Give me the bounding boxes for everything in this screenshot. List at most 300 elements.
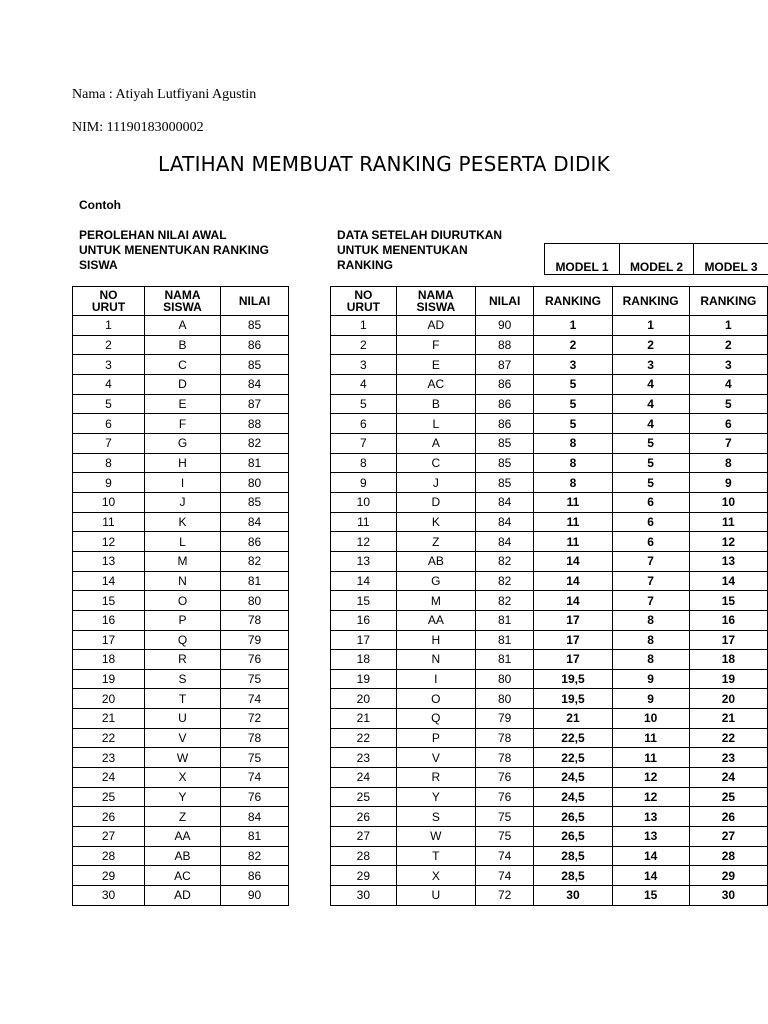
cell-nilai: 85 — [475, 473, 533, 493]
cell-no-urut: 28 — [331, 846, 397, 866]
table-row — [73, 591, 289, 611]
cell-nilai: 81 — [475, 610, 533, 630]
cell-no-urut: 25 — [73, 787, 145, 807]
cell-nama-siswa: A — [396, 433, 475, 453]
table-row — [331, 532, 768, 552]
cell-no-urut: 29 — [73, 866, 145, 886]
cell-no-urut: 7 — [331, 433, 397, 453]
table-row — [331, 591, 768, 611]
table-row — [331, 453, 768, 473]
cell-nilai: 78 — [475, 728, 533, 748]
table-row — [331, 689, 768, 709]
cell-ranking-model-1: 30 — [534, 886, 612, 906]
table-row — [331, 846, 768, 866]
table-row — [331, 355, 768, 375]
cell-no-urut: 29 — [331, 866, 397, 886]
table-row — [73, 453, 289, 473]
cell-ranking-model-3: 13 — [689, 551, 767, 571]
cell-no-urut: 22 — [73, 728, 145, 748]
cell-nilai: 85 — [221, 355, 289, 375]
cell-nama-siswa: S — [145, 669, 221, 689]
table-row — [73, 827, 289, 847]
cell-ranking-model-1: 24,5 — [534, 768, 612, 788]
cell-ranking-model-1: 5 — [534, 374, 612, 394]
cell-ranking-model-2: 7 — [612, 551, 689, 571]
column-header-no-urut: NO URUT — [331, 287, 397, 316]
cell-nilai: 82 — [475, 571, 533, 591]
cell-nilai: 74 — [221, 689, 289, 709]
cell-nama-siswa: Q — [396, 709, 475, 729]
cell-nilai: 75 — [221, 669, 289, 689]
table-row — [331, 669, 768, 689]
cell-no-urut: 9 — [73, 473, 145, 493]
cell-no-urut: 26 — [331, 807, 397, 827]
cell-nama-siswa: B — [145, 335, 221, 355]
cell-no-urut: 28 — [73, 846, 145, 866]
cell-no-urut: 2 — [331, 335, 397, 355]
table-row — [331, 807, 768, 827]
table-row — [73, 768, 289, 788]
cell-nilai: 86 — [221, 866, 289, 886]
table-row — [331, 728, 768, 748]
cell-nama-siswa: R — [396, 768, 475, 788]
cell-nama-siswa: AC — [145, 866, 221, 886]
table-row — [73, 689, 289, 709]
cell-ranking-model-3: 6 — [689, 414, 767, 434]
cell-no-urut: 15 — [331, 591, 397, 611]
cell-no-urut: 8 — [331, 453, 397, 473]
cell-nilai: 85 — [221, 316, 289, 336]
table-row — [331, 492, 768, 512]
table-row — [73, 492, 289, 512]
cell-nilai: 72 — [475, 886, 533, 906]
table-row — [331, 748, 768, 768]
cell-ranking-model-1: 3 — [534, 355, 612, 375]
cell-no-urut: 13 — [73, 551, 145, 571]
cell-nilai: 78 — [221, 728, 289, 748]
cell-no-urut: 26 — [73, 807, 145, 827]
cell-nama-siswa: H — [145, 453, 221, 473]
table-row — [331, 610, 768, 630]
cell-ranking-model-2: 5 — [612, 433, 689, 453]
cell-nama-siswa: F — [145, 414, 221, 434]
cell-ranking-model-2: 10 — [612, 709, 689, 729]
cell-nama-siswa: AA — [145, 827, 221, 847]
cell-ranking-model-1: 17 — [534, 650, 612, 670]
cell-ranking-model-1: 14 — [534, 591, 612, 611]
cell-ranking-model-3: 20 — [689, 689, 767, 709]
cell-ranking-model-2: 12 — [612, 768, 689, 788]
table-row — [73, 630, 289, 650]
cell-ranking-model-3: 18 — [689, 650, 767, 670]
cell-nilai: 85 — [475, 433, 533, 453]
cell-nama-siswa: M — [396, 591, 475, 611]
cell-nilai: 85 — [475, 453, 533, 473]
cell-ranking-model-2: 14 — [612, 846, 689, 866]
cell-ranking-model-2: 7 — [612, 571, 689, 591]
cell-ranking-model-3: 25 — [689, 787, 767, 807]
cell-nilai: 78 — [221, 610, 289, 630]
table-row — [73, 728, 289, 748]
cell-no-urut: 12 — [331, 532, 397, 552]
cell-no-urut: 1 — [331, 316, 397, 336]
cell-nilai: 80 — [475, 689, 533, 709]
cell-ranking-model-2: 13 — [612, 807, 689, 827]
table-row — [331, 394, 768, 414]
column-header-nama-siswa: NAMA SISWA — [145, 287, 221, 316]
cell-ranking-model-3: 1 — [689, 316, 767, 336]
cell-no-urut: 21 — [73, 709, 145, 729]
cell-nilai: 84 — [221, 374, 289, 394]
cell-nilai: 74 — [475, 866, 533, 886]
cell-nilai: 75 — [221, 748, 289, 768]
initial-scores-caption: PEROLEHAN NILAI AWAL UNTUK MENENTUKAN RANKING SISWA — [79, 228, 269, 272]
cell-nilai: 81 — [221, 453, 289, 473]
cell-ranking-model-3: 30 — [689, 886, 767, 906]
cell-nama-siswa: K — [145, 512, 221, 532]
model-2-label: MODEL 2 — [620, 244, 694, 275]
cell-ranking-model-3: 27 — [689, 827, 767, 847]
cell-nilai: 82 — [221, 433, 289, 453]
model-header-table — [544, 243, 768, 275]
cell-nilai: 86 — [475, 414, 533, 434]
student-name: Nama : Atiyah Lutfiyani Agustin — [72, 87, 257, 102]
cell-nama-siswa: A — [145, 316, 221, 336]
cell-ranking-model-3: 16 — [689, 610, 767, 630]
cell-nilai: 84 — [221, 807, 289, 827]
cell-no-urut: 10 — [331, 492, 397, 512]
cell-nilai: 90 — [475, 316, 533, 336]
table-row — [331, 414, 768, 434]
cell-nama-siswa: V — [145, 728, 221, 748]
cell-nama-siswa: T — [145, 689, 221, 709]
cell-no-urut: 11 — [331, 512, 397, 532]
model-header-row — [545, 244, 768, 275]
model-3-label: MODEL 3 — [694, 244, 768, 275]
cell-nilai: 86 — [221, 532, 289, 552]
cell-ranking-model-2: 8 — [612, 650, 689, 670]
cell-no-urut: 15 — [73, 591, 145, 611]
cell-nama-siswa: U — [145, 709, 221, 729]
table-row — [73, 414, 289, 434]
cell-nilai: 74 — [475, 846, 533, 866]
cell-nama-siswa: L — [396, 414, 475, 434]
cell-ranking-model-1: 19,5 — [534, 689, 612, 709]
cell-nama-siswa: P — [396, 728, 475, 748]
table-row — [331, 827, 768, 847]
cell-no-urut: 22 — [331, 728, 397, 748]
column-header-nama-siswa: NAMA SISWA — [396, 287, 475, 316]
model-1-label: MODEL 1 — [545, 244, 620, 275]
table-row — [331, 316, 768, 336]
cell-ranking-model-3: 7 — [689, 433, 767, 453]
table-row — [73, 807, 289, 827]
table-row — [331, 709, 768, 729]
cell-ranking-model-2: 3 — [612, 355, 689, 375]
cell-no-urut: 16 — [331, 610, 397, 630]
cell-no-urut: 5 — [73, 394, 145, 414]
sorted-data-caption: DATA SETELAH DIURUTKAN UNTUK MENENTUKAN RANKING — [337, 228, 503, 272]
cell-ranking-model-2: 1 — [612, 316, 689, 336]
cell-ranking-model-1: 2 — [534, 335, 612, 355]
cell-nama-siswa: AD — [396, 316, 475, 336]
table-row — [331, 886, 768, 906]
cell-ranking-model-2: 11 — [612, 748, 689, 768]
cell-ranking-model-3: 9 — [689, 473, 767, 493]
cell-no-urut: 25 — [331, 787, 397, 807]
cell-no-urut: 19 — [73, 669, 145, 689]
cell-ranking-model-3: 2 — [689, 335, 767, 355]
cell-no-urut: 23 — [331, 748, 397, 768]
cell-no-urut: 12 — [73, 532, 145, 552]
cell-ranking-model-2: 6 — [612, 492, 689, 512]
cell-nilai: 86 — [475, 374, 533, 394]
cell-no-urut: 14 — [73, 571, 145, 591]
cell-ranking-model-1: 26,5 — [534, 827, 612, 847]
cell-nama-siswa: P — [145, 610, 221, 630]
table-row — [73, 433, 289, 453]
cell-nilai: 81 — [475, 630, 533, 650]
cell-nilai: 87 — [475, 355, 533, 375]
table-row — [73, 669, 289, 689]
cell-no-urut: 6 — [331, 414, 397, 434]
cell-no-urut: 13 — [331, 551, 397, 571]
table-row — [331, 571, 768, 591]
column-header-nilai: NILAI — [475, 287, 533, 316]
cell-ranking-model-1: 5 — [534, 414, 612, 434]
cell-ranking-model-2: 6 — [612, 532, 689, 552]
cell-nama-siswa: G — [396, 571, 475, 591]
table-row — [73, 709, 289, 729]
cell-no-urut: 7 — [73, 433, 145, 453]
cell-no-urut: 27 — [331, 827, 397, 847]
cell-nilai: 75 — [475, 827, 533, 847]
cell-ranking-model-2: 11 — [612, 728, 689, 748]
cell-ranking-model-2: 6 — [612, 512, 689, 532]
cell-nama-siswa: O — [396, 689, 475, 709]
cell-ranking-model-3: 3 — [689, 355, 767, 375]
table-row — [331, 374, 768, 394]
cell-nilai: 82 — [475, 591, 533, 611]
table-header-row — [73, 287, 289, 316]
cell-nilai: 84 — [221, 512, 289, 532]
table-row — [331, 473, 768, 493]
table-row — [73, 846, 289, 866]
cell-ranking-model-2: 9 — [612, 689, 689, 709]
cell-no-urut: 2 — [73, 335, 145, 355]
cell-ranking-model-1: 11 — [534, 492, 612, 512]
cell-nama-siswa: Q — [145, 630, 221, 650]
cell-ranking-model-1: 11 — [534, 532, 612, 552]
cell-no-urut: 19 — [331, 669, 397, 689]
cell-nilai: 74 — [221, 768, 289, 788]
table-row — [73, 551, 289, 571]
cell-ranking-model-1: 8 — [534, 433, 612, 453]
cell-ranking-model-3: 29 — [689, 866, 767, 886]
table-row — [73, 866, 289, 886]
cell-no-urut: 3 — [331, 355, 397, 375]
cell-no-urut: 24 — [331, 768, 397, 788]
table-row — [73, 335, 289, 355]
example-label: Contoh — [79, 198, 121, 212]
cell-ranking-model-2: 15 — [612, 886, 689, 906]
column-header-no-urut: NO URUT — [73, 287, 145, 316]
cell-nama-siswa: AD — [145, 886, 221, 906]
cell-ranking-model-1: 5 — [534, 394, 612, 414]
cell-no-urut: 14 — [331, 571, 397, 591]
cell-ranking-model-2: 8 — [612, 610, 689, 630]
cell-ranking-model-1: 28,5 — [534, 866, 612, 886]
cell-nilai: 86 — [221, 335, 289, 355]
cell-nilai: 76 — [475, 787, 533, 807]
cell-no-urut: 8 — [73, 453, 145, 473]
cell-nama-siswa: E — [396, 355, 475, 375]
cell-nama-siswa: N — [145, 571, 221, 591]
cell-ranking-model-2: 2 — [612, 335, 689, 355]
cell-no-urut: 4 — [73, 374, 145, 394]
table-row — [331, 551, 768, 571]
cell-ranking-model-1: 14 — [534, 571, 612, 591]
table-row — [73, 748, 289, 768]
cell-ranking-model-2: 8 — [612, 630, 689, 650]
cell-ranking-model-2: 12 — [612, 787, 689, 807]
column-header-ranking-model-1: RANKING — [534, 287, 612, 316]
cell-ranking-model-3: 10 — [689, 492, 767, 512]
cell-nilai: 78 — [475, 748, 533, 768]
cell-nilai: 79 — [221, 630, 289, 650]
cell-ranking-model-1: 22,5 — [534, 748, 612, 768]
table-row — [331, 787, 768, 807]
cell-ranking-model-3: 21 — [689, 709, 767, 729]
cell-no-urut: 30 — [73, 886, 145, 906]
cell-ranking-model-3: 26 — [689, 807, 767, 827]
cell-ranking-model-1: 19,5 — [534, 669, 612, 689]
cell-nama-siswa: M — [145, 551, 221, 571]
table-row — [73, 394, 289, 414]
cell-no-urut: 17 — [331, 630, 397, 650]
cell-nilai: 75 — [475, 807, 533, 827]
table-header-row — [331, 287, 768, 316]
table-row — [73, 532, 289, 552]
column-header-ranking-model-2: RANKING — [612, 287, 689, 316]
table-row — [73, 610, 289, 630]
cell-no-urut: 17 — [73, 630, 145, 650]
cell-no-urut: 18 — [331, 650, 397, 670]
cell-no-urut: 30 — [331, 886, 397, 906]
cell-ranking-model-1: 24,5 — [534, 787, 612, 807]
cell-ranking-model-3: 8 — [689, 453, 767, 473]
cell-ranking-model-1: 26,5 — [534, 807, 612, 827]
cell-ranking-model-3: 4 — [689, 374, 767, 394]
cell-ranking-model-3: 11 — [689, 512, 767, 532]
cell-ranking-model-1: 17 — [534, 610, 612, 630]
cell-no-urut: 11 — [73, 512, 145, 532]
cell-nama-siswa: W — [396, 827, 475, 847]
column-header-nilai: NILAI — [221, 287, 289, 316]
cell-ranking-model-3: 23 — [689, 748, 767, 768]
table-row — [73, 512, 289, 532]
cell-no-urut: 20 — [73, 689, 145, 709]
cell-nilai: 76 — [475, 768, 533, 788]
cell-nama-siswa: K — [396, 512, 475, 532]
cell-ranking-model-1: 14 — [534, 551, 612, 571]
cell-nilai: 81 — [221, 827, 289, 847]
cell-ranking-model-3: 24 — [689, 768, 767, 788]
table-row — [331, 866, 768, 886]
cell-nama-siswa: G — [145, 433, 221, 453]
cell-no-urut: 20 — [331, 689, 397, 709]
cell-ranking-model-3: 15 — [689, 591, 767, 611]
cell-no-urut: 23 — [73, 748, 145, 768]
cell-nilai: 80 — [221, 591, 289, 611]
cell-ranking-model-3: 28 — [689, 846, 767, 866]
cell-nama-siswa: N — [396, 650, 475, 670]
cell-nama-siswa: D — [145, 374, 221, 394]
cell-no-urut: 18 — [73, 650, 145, 670]
cell-nilai: 88 — [475, 335, 533, 355]
cell-no-urut: 10 — [73, 492, 145, 512]
cell-nama-siswa: Z — [145, 807, 221, 827]
cell-ranking-model-1: 8 — [534, 473, 612, 493]
cell-ranking-model-1: 21 — [534, 709, 612, 729]
cell-nama-siswa: C — [396, 453, 475, 473]
table-row — [73, 316, 289, 336]
table-row — [73, 473, 289, 493]
cell-ranking-model-2: 5 — [612, 453, 689, 473]
cell-nama-siswa: I — [145, 473, 221, 493]
cell-no-urut: 3 — [73, 355, 145, 375]
cell-nama-siswa: H — [396, 630, 475, 650]
student-nim: NIM: 11190183000002 — [72, 120, 204, 135]
cell-nama-siswa: J — [396, 473, 475, 493]
cell-nilai: 81 — [475, 650, 533, 670]
cell-nilai: 82 — [475, 551, 533, 571]
cell-no-urut: 1 — [73, 316, 145, 336]
cell-no-urut: 27 — [73, 827, 145, 847]
cell-nama-siswa: T — [396, 846, 475, 866]
sorted-ranking-table — [330, 286, 768, 906]
cell-nama-siswa: E — [145, 394, 221, 414]
column-header-ranking-model-3: RANKING — [689, 287, 767, 316]
cell-ranking-model-1: 22,5 — [534, 728, 612, 748]
cell-ranking-model-3: 19 — [689, 669, 767, 689]
cell-nama-siswa: O — [145, 591, 221, 611]
cell-ranking-model-3: 5 — [689, 394, 767, 414]
cell-ranking-model-1: 8 — [534, 453, 612, 473]
cell-ranking-model-2: 4 — [612, 414, 689, 434]
cell-ranking-model-2: 14 — [612, 866, 689, 886]
cell-ranking-model-2: 9 — [612, 669, 689, 689]
cell-no-urut: 5 — [331, 394, 397, 414]
cell-ranking-model-2: 13 — [612, 827, 689, 847]
cell-nama-siswa: J — [145, 492, 221, 512]
cell-nama-siswa: D — [396, 492, 475, 512]
cell-nilai: 82 — [221, 551, 289, 571]
cell-nilai: 84 — [475, 532, 533, 552]
cell-nama-siswa: V — [396, 748, 475, 768]
table-row — [73, 787, 289, 807]
cell-nilai: 85 — [221, 492, 289, 512]
cell-ranking-model-2: 7 — [612, 591, 689, 611]
initial-scores-table — [72, 286, 289, 906]
table-row — [331, 335, 768, 355]
cell-no-urut: 6 — [73, 414, 145, 434]
cell-nilai: 79 — [475, 709, 533, 729]
cell-nilai: 76 — [221, 787, 289, 807]
table-row — [331, 768, 768, 788]
cell-nilai: 72 — [221, 709, 289, 729]
table-row — [73, 355, 289, 375]
